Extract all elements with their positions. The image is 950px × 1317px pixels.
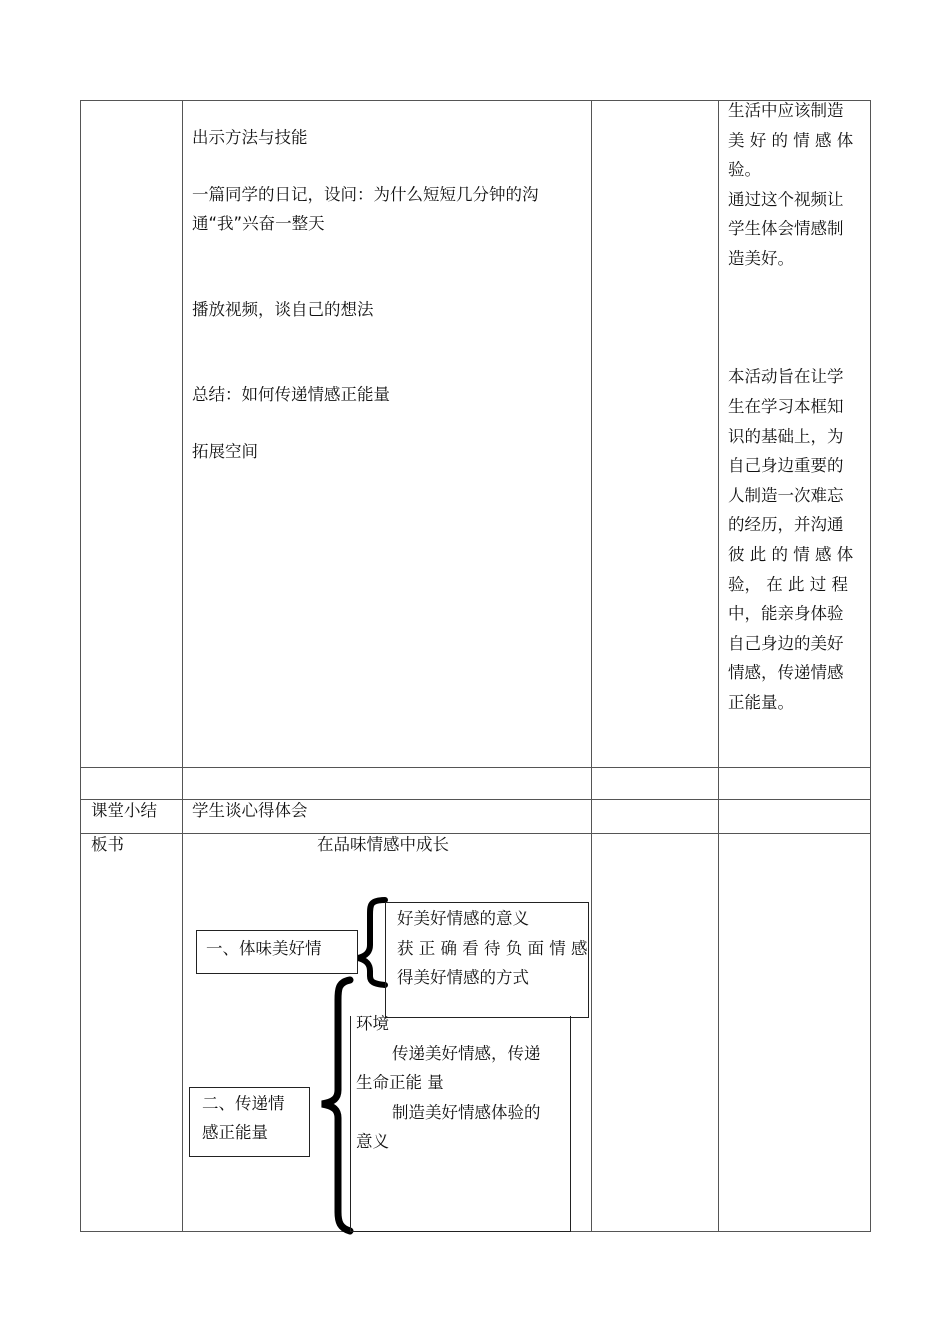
summary-label: 课堂小结 <box>91 801 157 820</box>
note-line: 生在学习本框知 <box>728 396 844 416</box>
column-divider-1 <box>182 100 183 1232</box>
section2-line: 生命正能 量 <box>356 1073 444 1092</box>
note-line: 的经历，并沟通 <box>728 515 844 535</box>
main-line-extend: 拓展空间 <box>192 442 258 461</box>
note-line: 自己身边的美好 <box>728 633 844 653</box>
summary-content: 学生谈心得体会 <box>192 801 308 820</box>
note-line: 人制造一次难忘 <box>728 485 844 505</box>
section2-heading-line: 感正能量 <box>202 1123 268 1142</box>
note-line: 造美好。 <box>728 248 794 268</box>
note-line: 正能量。 <box>728 692 794 712</box>
note-line <box>728 274 864 304</box>
note-line: 验。 <box>728 160 761 180</box>
main-line-summary: 总结：如何传递情感正能量 <box>192 385 390 404</box>
section1-heading: 一、体味美好情 <box>206 939 322 958</box>
section1-item: 得美好情感的方式 <box>397 968 529 987</box>
note-line: 彼 此 的 情 感 体 <box>728 544 854 564</box>
board-label: 板书 <box>91 835 124 854</box>
brace-section-2 <box>322 980 350 1231</box>
main-line-method: 出示方法与技能 <box>192 128 308 147</box>
row-divider-3 <box>80 833 871 834</box>
note-line <box>728 303 864 333</box>
section2-line: 传递美好情感，传递 <box>392 1044 541 1063</box>
note-line: 自己身边重要的 <box>728 456 844 476</box>
section1-item: 获 正 确 看 待 负 面 情 感 <box>397 939 588 958</box>
column-divider-2 <box>591 100 592 1232</box>
row-divider-1 <box>80 767 871 768</box>
section2-heading-line: 二、传递情 <box>202 1094 285 1113</box>
main-line-video: 播放视频，谈自己的想法 <box>192 300 374 319</box>
main-line-diary-cont: 通“我”兴奋一整天 <box>192 214 325 233</box>
section2-line: 制造美好情感体验的 <box>392 1103 541 1122</box>
note-line: 美 好 的 情 感 体 <box>728 130 854 150</box>
note-line: 情感，传递情感 <box>728 663 844 683</box>
note-line: 识的基础上，为 <box>728 426 844 446</box>
table-left-border <box>80 100 81 1232</box>
note-line: 本活动旨在让学 <box>728 367 844 387</box>
brace-section-1 <box>358 900 385 985</box>
board-title: 在品味情感中成长 <box>317 835 449 854</box>
section2-line: 环境 <box>356 1014 389 1033</box>
main-line-diary: 一篇同学的日记，设问：为什么短短几分钟的沟 <box>192 185 539 204</box>
table-right-border <box>870 100 871 1232</box>
note-line: 通过这个视频让 <box>728 189 844 209</box>
section2-line: 意义 <box>356 1132 389 1151</box>
note-line: 中，能亲身体验 <box>728 604 844 624</box>
note-line: 学生体会情感制 <box>728 219 844 239</box>
design-intent-notes <box>728 96 864 717</box>
note-line: 验， 在 此 过 程 <box>728 574 848 594</box>
column-divider-3 <box>718 100 719 1232</box>
note-line <box>728 333 864 363</box>
note-line: 生活中应该制造 <box>728 101 844 120</box>
section1-item: 好美好情感的意义 <box>397 909 529 928</box>
